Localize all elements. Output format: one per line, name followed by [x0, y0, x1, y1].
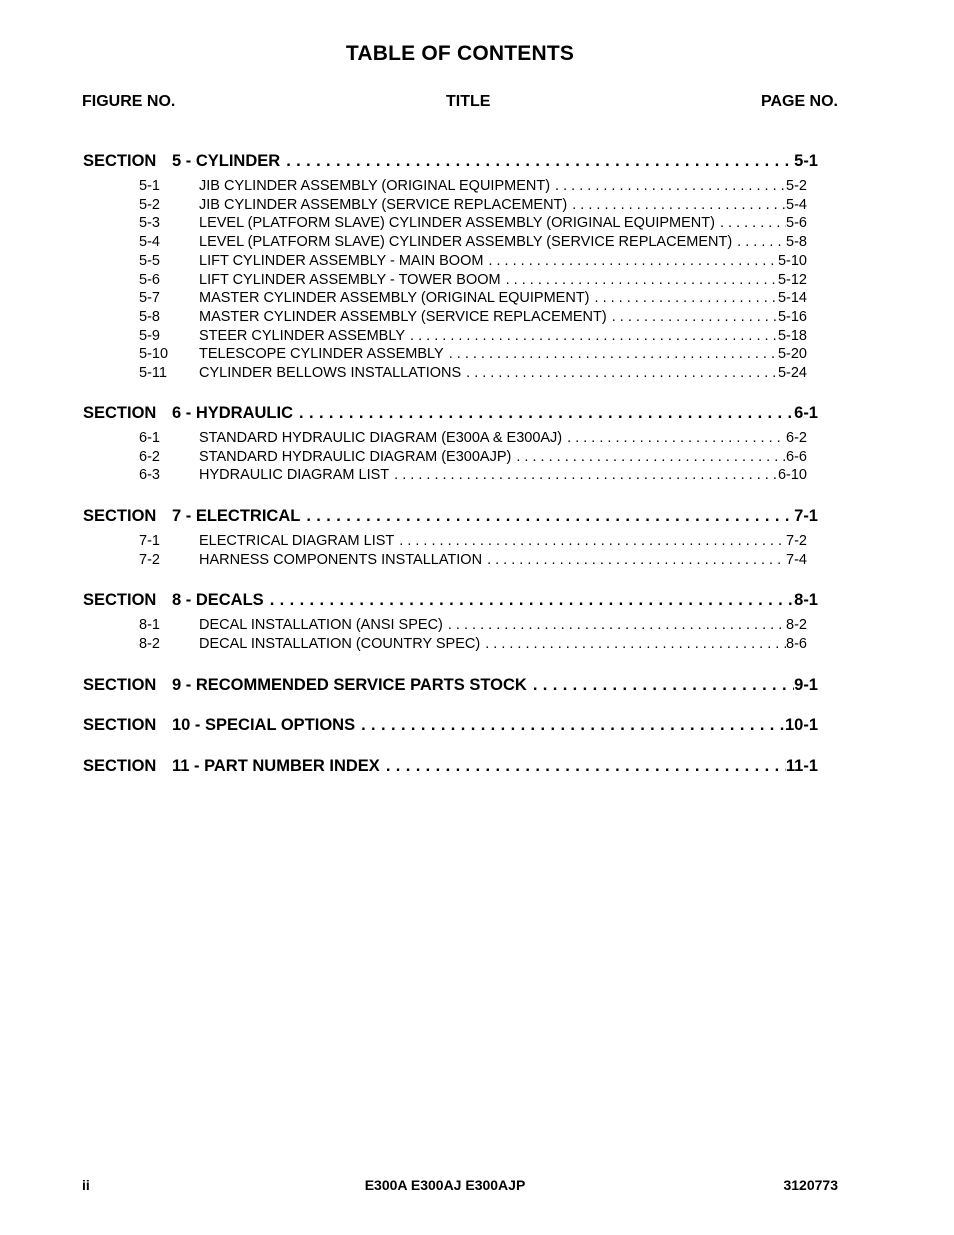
figure-title: TELESCOPE CYLINDER ASSEMBLY	[199, 346, 444, 363]
dot-leader	[448, 617, 786, 633]
dot-leader	[720, 215, 786, 231]
figure-title: HARNESS COMPONENTS INSTALLATION	[199, 551, 483, 568]
dot-leader	[488, 253, 778, 269]
dot-leader	[449, 346, 778, 362]
figure-number: 6-2	[139, 448, 160, 465]
column-header-page-no: PAGE NO.	[760, 93, 838, 110]
column-header-title: TITLE	[446, 93, 491, 110]
toc-section-entry[interactable]	[83, 152, 818, 171]
figure-number: 5-2	[139, 196, 160, 213]
dot-leader	[466, 365, 778, 381]
dot-leader	[567, 430, 786, 446]
figure-number: 8-1	[139, 617, 160, 633]
figure-page-number: 5-8	[786, 234, 807, 251]
figure-title: STEER CYLINDER ASSEMBLY	[199, 327, 406, 344]
figure-number: 5-9	[139, 327, 160, 344]
figure-title: DECAL INSTALLATION (ANSI SPEC)	[199, 617, 443, 633]
figure-title: LEVEL (PLATFORM SLAVE) CYLINDER ASSEMBLY (ORIGINAL EQUIPMENT)	[199, 215, 715, 232]
figure-page-number: 6-2	[786, 430, 807, 446]
figure-number: 6-3	[139, 467, 160, 484]
figure-page-number: 5-6	[786, 215, 807, 232]
dot-leader	[399, 533, 786, 549]
figure-title: LIFT CYLINDER ASSEMBLY - TOWER BOOM	[199, 271, 501, 288]
section-label: SECTION	[83, 676, 157, 694]
figure-page-number: 6-10	[777, 467, 807, 484]
toc-figure-entry[interactable]	[139, 309, 807, 325]
toc-figure-entry[interactable]	[139, 272, 807, 288]
figure-number: 8-2	[139, 635, 160, 652]
figure-number: 5-6	[139, 271, 160, 288]
dot-leader	[386, 757, 786, 776]
figure-number: 7-2	[139, 551, 160, 568]
section-label: SECTION	[83, 757, 157, 775]
section-title: 10 - SPECIAL OPTIONS	[172, 716, 356, 734]
figure-title: STANDARD HYDRAULIC DIAGRAM (E300AJP)	[199, 448, 512, 465]
toc-figure-entry[interactable]	[139, 365, 807, 381]
figure-page-number: 5-20	[777, 346, 807, 363]
figure-page-number: 6-6	[786, 448, 807, 465]
figure-number: 5-10	[139, 346, 169, 363]
dot-leader	[299, 404, 794, 423]
figure-page-number: 5-14	[777, 290, 807, 307]
section-label: SECTION	[83, 152, 157, 170]
figure-title: JIB CYLINDER ASSEMBLY (SERVICE REPLACEMENT)	[199, 196, 568, 213]
figure-number: 5-3	[139, 215, 160, 232]
section-title: 9 - RECOMMENDED SERVICE PARTS STOCK	[172, 676, 527, 694]
dot-leader	[410, 328, 778, 344]
section-title: 8 - DECALS	[172, 591, 264, 609]
toc-figure-entry[interactable]	[139, 346, 807, 362]
figure-page-number: 7-4	[786, 551, 807, 568]
section-page-number: 6-1	[794, 404, 818, 422]
dot-leader	[487, 552, 786, 568]
figure-number: 7-1	[139, 533, 160, 549]
figure-title: HYDRAULIC DIAGRAM LIST	[199, 467, 390, 484]
toc-figure-entry[interactable]	[139, 430, 807, 446]
footer-manual-number: 3120773	[783, 1177, 838, 1193]
section-title: 5 - CYLINDER	[172, 152, 281, 170]
figure-page-number: 8-2	[786, 617, 807, 633]
figure-page-number: 5-2	[786, 178, 807, 194]
toc-figure-entry[interactable]	[139, 636, 807, 652]
figure-title: JIB CYLINDER ASSEMBLY (ORIGINAL EQUIPMENT)	[199, 178, 551, 194]
footer-model-names: E300A E300AJ E300AJP	[364, 1177, 526, 1193]
figure-title: STANDARD HYDRAULIC DIAGRAM (E300A & E300AJ)	[199, 430, 563, 446]
dot-leader	[612, 309, 778, 325]
toc-section-entry[interactable]	[83, 676, 818, 695]
toc-figure-entry[interactable]	[139, 253, 807, 269]
toc-section-entry[interactable]	[83, 591, 818, 610]
figure-page-number: 5-12	[777, 271, 807, 288]
dot-leader	[595, 290, 778, 306]
section-page-number: 9-1	[794, 676, 818, 694]
toc-figure-entry[interactable]	[139, 467, 807, 483]
dot-leader	[737, 234, 786, 250]
figure-number: 5-7	[139, 290, 160, 307]
dot-leader	[485, 636, 786, 652]
figure-title: ELECTRICAL DIAGRAM LIST	[199, 533, 395, 549]
figure-title: DECAL INSTALLATION (COUNTRY SPEC)	[199, 635, 481, 652]
figure-page-number: 7-2	[786, 533, 807, 549]
figure-page-number: 5-18	[777, 327, 807, 344]
toc-figure-entry[interactable]	[139, 617, 807, 633]
toc-figure-entry[interactable]	[139, 290, 807, 306]
toc-figure-entry[interactable]	[139, 449, 807, 465]
section-label: SECTION	[83, 404, 157, 422]
figure-title: CYLINDER BELLOWS INSTALLATIONS	[199, 365, 462, 381]
section-page-number: 10-1	[784, 716, 818, 734]
toc-section-entry[interactable]	[83, 757, 818, 776]
section-page-number: 8-1	[794, 591, 818, 609]
toc-figure-entry[interactable]	[139, 178, 807, 194]
section-label: SECTION	[83, 507, 157, 525]
figure-title: MASTER CYLINDER ASSEMBLY (ORIGINAL EQUIPMENT)	[199, 290, 590, 307]
dot-leader	[516, 449, 786, 465]
dot-leader	[361, 716, 785, 735]
toc-figure-entry[interactable]	[139, 234, 807, 250]
toc-section-entry[interactable]	[83, 507, 818, 526]
figure-number: 5-11	[139, 365, 167, 381]
section-label: SECTION	[83, 591, 157, 609]
figure-number: 5-4	[139, 234, 160, 251]
dot-leader	[555, 178, 786, 194]
toc-figure-entry[interactable]	[139, 215, 807, 231]
figure-title: MASTER CYLINDER ASSEMBLY (SERVICE REPLACEMENT)	[199, 308, 607, 325]
section-page-number: 7-1	[794, 507, 818, 525]
toc-section-entry[interactable]	[83, 716, 818, 735]
dot-leader	[270, 591, 794, 610]
figure-page-number: 5-10	[777, 252, 807, 269]
section-title: 6 - HYDRAULIC	[172, 404, 294, 422]
dot-leader	[306, 507, 794, 526]
toc-section-entry[interactable]	[83, 404, 818, 423]
figure-number: 5-8	[139, 308, 160, 325]
figure-page-number: 5-16	[777, 308, 807, 325]
section-page-number: 11-1	[785, 757, 818, 775]
figure-page-number: 5-24	[777, 365, 807, 381]
dot-leader	[506, 272, 778, 288]
dot-leader	[394, 467, 778, 483]
figure-number: 5-1	[139, 178, 160, 194]
footer-page-number: ii	[82, 1177, 90, 1193]
toc-figure-entry[interactable]	[139, 533, 807, 549]
section-label: SECTION	[83, 716, 157, 734]
page-title: TABLE OF CONTENTS	[345, 42, 575, 65]
figure-title: LIFT CYLINDER ASSEMBLY - MAIN BOOM	[199, 252, 484, 269]
column-header-figure-no: FIGURE NO.	[82, 93, 176, 110]
section-title: 11 - PART NUMBER INDEX	[172, 757, 380, 775]
dot-leader	[572, 197, 786, 213]
toc-figure-entry[interactable]	[139, 552, 807, 568]
section-page-number: 5-1	[794, 152, 818, 170]
figure-page-number: 5-4	[786, 196, 807, 213]
section-title: 7 - ELECTRICAL	[172, 507, 301, 525]
dot-leader	[533, 676, 794, 695]
toc-figure-entry[interactable]	[139, 328, 807, 344]
figure-page-number: 8-6	[786, 635, 807, 652]
figure-title: LEVEL (PLATFORM SLAVE) CYLINDER ASSEMBLY (SERVICE REPLACEMENT)	[199, 234, 733, 251]
figure-number: 6-1	[139, 430, 160, 446]
figure-number: 5-5	[139, 252, 160, 269]
toc-figure-entry[interactable]	[139, 197, 807, 213]
dot-leader	[286, 152, 794, 171]
